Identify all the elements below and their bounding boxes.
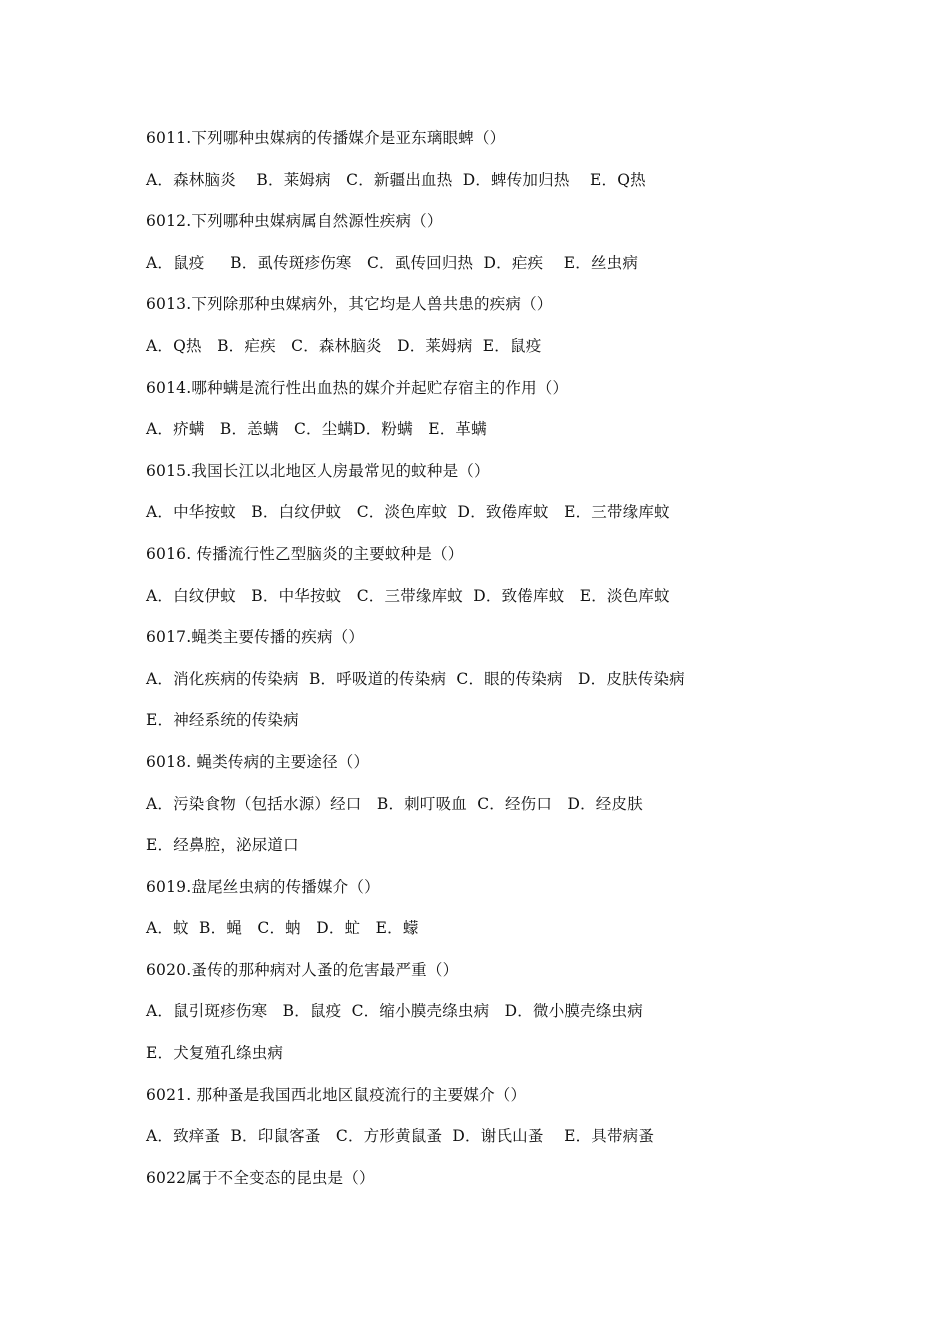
question-line: 6021. 那种蚤是我国西北地区鼠疫流行的主要媒介（） — [146, 1085, 527, 1104]
option-line: A．疥螨 B．恙螨 C．尘螨D．粉螨 E．革螨 — [146, 420, 487, 439]
option-line: A．污染食物（包括水源）经口 B．刺叮吸血 C．经伤口 D．经皮肤 — [146, 794, 643, 813]
option-line: E．经鼻腔，泌尿道口 — [146, 836, 299, 855]
question-line: 6011.下列哪种虫媒病的传播媒介是亚东璃眼蜱（） — [146, 129, 506, 147]
question-line: 6022属于不全变态的昆虫是（） — [146, 1168, 375, 1187]
option-line: A．鼠疫 B．虱传斑疹伤寒 C．虱传回归热 D．疟疾 E．丝虫病 — [146, 253, 639, 272]
question-line: 6018. 蝇类传病的主要途径（） — [146, 752, 370, 771]
question-line: 6019.盘尾丝虫病的传播媒介（） — [146, 877, 380, 896]
option-line: A．森林脑炎 B．莱姆病 C．新疆出血热 D．蜱传加归热 E．Q热 — [146, 170, 646, 189]
question-line: 6016. 传播流行性乙型脑炎的主要蚊种是（） — [146, 544, 464, 563]
option-line: A．消化疾病的传染病 B．呼吸道的传染病 C．眼的传染病 D．皮肤传染病 — [146, 669, 685, 688]
option-line: A．白纹伊蚊 B．中华按蚊 C．三带缘库蚊 D．致倦库蚊 E．淡色库蚊 — [146, 586, 670, 605]
question-line: 6014.哪种螨是流行性出血热的媒介并起贮存宿主的作用（） — [146, 378, 569, 397]
question-line: 6017.蝇类主要传播的疾病（） — [146, 628, 365, 647]
question-line: 6012.下列哪种虫媒病属自然源性疾病（） — [146, 212, 443, 231]
question-line: 6013.下列除那种虫媒病外，其它均是人兽共患的疾病（） — [146, 295, 553, 314]
option-line: A．蚊 B．蝇 C．蚋 D．虻 E．蠓 — [146, 919, 419, 938]
option-line: A．中华按蚊 B．白纹伊蚊 C．淡色库蚊 D．致倦库蚊 E．三带缘库蚊 — [146, 503, 670, 522]
option-line: A．鼠引斑疹伤寒 B．鼠疫 C．缩小膜壳绦虫病 D．微小膜壳绦虫病 — [146, 1002, 643, 1021]
question-line: 6015.我国长江以北地区人房最常见的蚊种是（） — [146, 461, 490, 480]
option-line: A．Q热 B．疟疾 C．森林脑炎 D．莱姆病 E．鼠疫 — [146, 336, 542, 355]
option-line: E．神经系统的传染病 — [146, 711, 299, 730]
question-list — [146, 124, 906, 1205]
option-line: A．致痒蚤 B．印鼠客蚤 C．方形黄鼠蚤 D．谢氏山蚤 E．具带病蚤 — [146, 1127, 655, 1146]
question-line: 6020.蚤传的那种病对人蚤的危害最严重（） — [146, 960, 459, 979]
option-line: E．犬复殖孔绦虫病 — [146, 1044, 284, 1063]
